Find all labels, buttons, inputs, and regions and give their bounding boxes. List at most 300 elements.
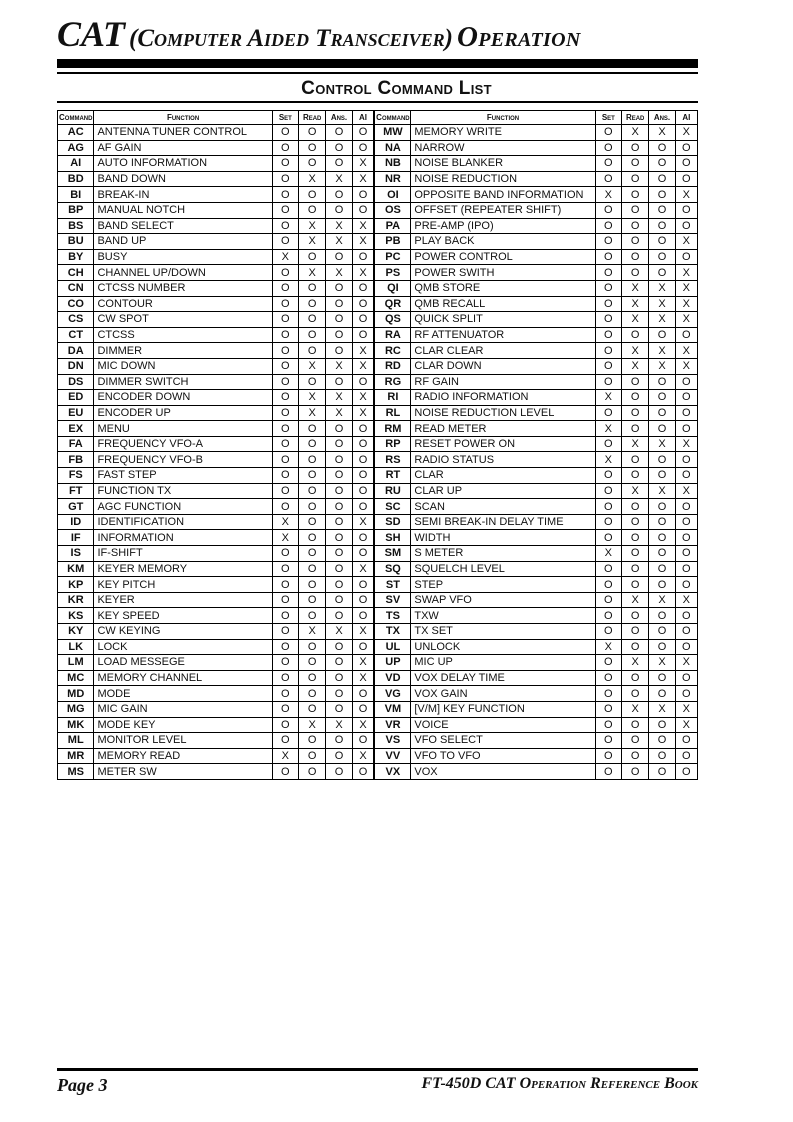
set-flag: O [595,530,621,546]
set-flag: O [272,592,298,608]
table-row [58,296,698,312]
read-flag: O [299,546,326,562]
read-flag: O [622,374,649,390]
command-code: VM [374,701,410,717]
set-flag: O [272,421,298,437]
read-flag: X [299,717,326,733]
table-row [58,530,698,546]
answer-flag: O [649,577,675,593]
table-row [58,701,698,717]
answer-flag: X [326,358,352,374]
ai-flag: X [675,280,697,296]
set-flag: O [272,358,298,374]
answer-flag: O [649,187,675,203]
set-flag: O [272,156,298,172]
table-row [58,436,698,452]
command-function: CW SPOT [94,312,272,328]
ai-flag: O [675,156,697,172]
set-flag: O [272,327,298,343]
command-code: BS [58,218,94,234]
table-row [58,234,698,250]
command-code: DA [58,343,94,359]
ai-flag: O [675,499,697,515]
read-flag: O [622,171,649,187]
command-code: DS [58,374,94,390]
command-code: MW [374,125,410,141]
command-function: RF GAIN [411,374,595,390]
set-flag: O [595,499,621,515]
ai-flag: X [675,187,697,203]
page-header [57,16,697,58]
command-function: MONITOR LEVEL [94,733,272,749]
answer-flag: O [326,156,352,172]
answer-flag: X [649,655,675,671]
read-flag: O [622,624,649,640]
ai-flag: O [675,327,697,343]
answer-flag: O [326,343,352,359]
command-function: POWER SWITH [411,265,595,281]
command-code: PC [374,249,410,265]
set-flag: O [272,546,298,562]
answer-flag: X [649,296,675,312]
set-flag: O [272,561,298,577]
command-function: KEYER MEMORY [94,561,272,577]
footer-rule [57,1068,698,1071]
read-flag: O [299,655,326,671]
read-flag: O [622,577,649,593]
set-flag: X [272,514,298,530]
table-row [58,343,698,359]
read-flag: X [299,358,326,374]
command-code: BP [58,202,94,218]
ai-flag: X [352,343,374,359]
set-flag: O [272,686,298,702]
set-flag: O [595,670,621,686]
command-function: ENCODER DOWN [94,390,272,406]
set-flag: O [595,561,621,577]
set-flag: O [272,577,298,593]
set-flag: O [595,483,621,499]
command-function: OPPOSITE BAND INFORMATION [411,187,595,203]
table-row [58,639,698,655]
read-flag: O [299,421,326,437]
set-flag: O [595,312,621,328]
ai-flag: X [352,390,374,406]
command-code: VS [374,733,410,749]
answer-flag: O [649,156,675,172]
set-flag: O [272,390,298,406]
read-flag: O [299,764,326,780]
command-function: LOCK [94,639,272,655]
command-function: AF GAIN [94,140,272,156]
answer-flag: O [649,171,675,187]
command-function: KEY PITCH [94,577,272,593]
set-flag: O [595,249,621,265]
set-flag: X [595,639,621,655]
command-code: EX [58,421,94,437]
read-flag: O [299,499,326,515]
answer-flag: X [649,280,675,296]
read-flag: O [622,499,649,515]
read-flag: O [622,265,649,281]
command-code: KM [58,561,94,577]
ai-flag: X [352,717,374,733]
command-function: VOICE [411,717,595,733]
command-code: OS [374,202,410,218]
answer-flag: O [326,655,352,671]
command-function: MEMORY WRITE [411,125,595,141]
read-flag: X [299,171,326,187]
header-title [57,16,697,52]
answer-flag: O [326,421,352,437]
ai-flag: X [675,358,697,374]
command-function: KEYER [94,592,272,608]
set-flag: O [272,343,298,359]
command-code: BY [58,249,94,265]
read-flag: O [299,748,326,764]
answer-flag: O [326,249,352,265]
command-code: QI [374,280,410,296]
table-row [58,608,698,624]
command-function: MEMORY READ [94,748,272,764]
table-row [58,655,698,671]
answer-flag: O [649,499,675,515]
set-flag: O [595,140,621,156]
set-flag: X [595,452,621,468]
header-cat: CAT [57,14,126,54]
answer-flag: O [649,530,675,546]
answer-flag: O [649,265,675,281]
read-flag: X [299,218,326,234]
answer-flag: O [326,577,352,593]
answer-flag: O [649,764,675,780]
answer-flag: X [326,717,352,733]
ai-flag: O [675,421,697,437]
read-flag: O [299,452,326,468]
command-code: IS [58,546,94,562]
set-flag: X [272,748,298,764]
table-row [58,546,698,562]
set-flag: O [272,374,298,390]
table-row [58,514,698,530]
command-code: AG [58,140,94,156]
command-function: BAND DOWN [94,171,272,187]
ai-flag: X [352,358,374,374]
command-code: PS [374,265,410,281]
ai-flag: O [675,452,697,468]
answer-flag: X [649,701,675,717]
command-code: PA [374,218,410,234]
set-flag: O [595,296,621,312]
ai-flag: X [352,670,374,686]
ai-flag: O [675,546,697,562]
command-code: MK [58,717,94,733]
answer-flag: O [649,218,675,234]
book-title: FT-450D CAT Operation Reference Book [421,1075,698,1092]
set-flag: O [595,655,621,671]
command-function: [V/M] KEY FUNCTION [411,701,595,717]
ai-flag: X [352,655,374,671]
command-code: ED [58,390,94,406]
set-flag: O [272,234,298,250]
table-row [58,327,698,343]
read-flag: O [299,577,326,593]
ai-flag: O [675,202,697,218]
command-function: VOX GAIN [411,686,595,702]
command-function: MIC GAIN [94,701,272,717]
answer-flag: O [649,546,675,562]
ai-flag: X [675,483,697,499]
ai-flag: O [352,187,374,203]
read-flag: O [622,140,649,156]
ai-flag: O [352,249,374,265]
command-function: UNLOCK [411,639,595,655]
table-row [58,405,698,421]
command-function: BREAK-IN [94,187,272,203]
read-flag: X [299,390,326,406]
answer-flag: X [326,405,352,421]
header-command: Command [58,111,94,125]
read-flag: O [622,249,649,265]
set-flag: O [595,171,621,187]
read-flag: O [299,187,326,203]
ai-flag: O [352,140,374,156]
command-code: SV [374,592,410,608]
ai-flag: O [675,530,697,546]
set-flag: O [595,717,621,733]
table-row [58,577,698,593]
set-flag: O [595,748,621,764]
command-function: MANUAL NOTCH [94,202,272,218]
ai-flag: O [352,530,374,546]
command-function: RF ATTENUATOR [411,327,595,343]
ai-flag: X [352,748,374,764]
answer-flag: O [326,187,352,203]
header-command: Command [374,111,410,125]
set-flag: X [272,249,298,265]
command-code: MC [58,670,94,686]
set-flag: O [595,405,621,421]
command-function: CTCSS NUMBER [94,280,272,296]
command-function: QMB STORE [411,280,595,296]
command-function: MODE KEY [94,717,272,733]
ai-flag: O [352,733,374,749]
answer-flag: X [326,265,352,281]
ai-flag: O [675,670,697,686]
command-function: KEY SPEED [94,608,272,624]
command-function: VFO SELECT [411,733,595,749]
answer-flag: X [649,592,675,608]
read-flag: X [622,436,649,452]
answer-flag: O [326,639,352,655]
set-flag: O [272,624,298,640]
command-function: NOISE REDUCTION LEVEL [411,405,595,421]
read-flag: O [299,639,326,655]
command-function: CLAR UP [411,483,595,499]
answer-flag: O [326,764,352,780]
set-flag: O [595,234,621,250]
command-function: PRE-AMP (IPO) [411,218,595,234]
set-flag: X [595,546,621,562]
ai-flag: X [352,624,374,640]
command-code: ST [374,577,410,593]
answer-flag: O [326,686,352,702]
ai-flag: O [352,764,374,780]
set-flag: O [595,280,621,296]
set-flag: O [595,374,621,390]
command-code: RA [374,327,410,343]
answer-flag: O [649,421,675,437]
command-function: PLAY BACK [411,234,595,250]
set-flag: X [595,390,621,406]
read-flag: O [622,187,649,203]
ai-flag: O [675,639,697,655]
read-flag: X [622,701,649,717]
ai-flag: X [675,265,697,281]
ai-flag: X [675,717,697,733]
read-flag: O [299,686,326,702]
answer-flag: X [326,218,352,234]
answer-flag: X [326,171,352,187]
answer-flag: O [649,390,675,406]
read-flag: O [299,436,326,452]
read-flag: O [622,561,649,577]
command-function: NOISE REDUCTION [411,171,595,187]
table-row [58,187,698,203]
set-flag: O [272,171,298,187]
read-flag: O [299,514,326,530]
command-code: CS [58,312,94,328]
answer-flag: O [326,202,352,218]
read-flag: O [299,140,326,156]
command-function: MIC DOWN [94,358,272,374]
answer-flag: X [649,358,675,374]
command-function: AGC FUNCTION [94,499,272,515]
answer-flag: O [649,670,675,686]
read-flag: X [622,343,649,359]
answer-flag: O [326,701,352,717]
answer-flag: X [326,390,352,406]
answer-flag: X [649,343,675,359]
ai-flag: O [352,296,374,312]
page-number: Page 3 [57,1075,108,1095]
command-function: INFORMATION [94,530,272,546]
read-flag: O [299,608,326,624]
command-code: PB [374,234,410,250]
ai-flag: X [675,343,697,359]
ai-flag: O [675,608,697,624]
set-flag: O [595,436,621,452]
set-flag: O [595,577,621,593]
set-flag: O [595,343,621,359]
section-title: Control Command List [301,78,492,99]
ai-flag: X [352,405,374,421]
set-flag: O [272,655,298,671]
command-function: CLAR CLEAR [411,343,595,359]
read-flag: O [622,218,649,234]
read-flag: O [622,156,649,172]
command-function: RADIO STATUS [411,452,595,468]
set-flag: O [272,701,298,717]
read-flag: O [299,343,326,359]
answer-flag: O [326,468,352,484]
read-flag: X [622,655,649,671]
read-flag: O [622,686,649,702]
read-flag: O [299,701,326,717]
set-flag: X [595,421,621,437]
command-code: UP [374,655,410,671]
ai-flag: O [675,748,697,764]
set-flag: O [595,468,621,484]
command-function: FREQUENCY VFO-B [94,452,272,468]
answer-flag: O [649,561,675,577]
ai-flag: X [675,125,697,141]
set-flag: O [595,592,621,608]
read-flag: O [299,280,326,296]
set-flag: O [272,187,298,203]
command-function: STEP [411,577,595,593]
answer-flag: O [649,514,675,530]
answer-flag: O [326,561,352,577]
ai-flag: O [352,202,374,218]
answer-flag: O [326,546,352,562]
answer-flag: O [649,140,675,156]
table-row [58,390,698,406]
command-code: CH [58,265,94,281]
read-flag: O [622,327,649,343]
set-flag: O [272,296,298,312]
set-flag: O [272,140,298,156]
set-flag: O [272,202,298,218]
answer-flag: O [649,748,675,764]
table-row [58,624,698,640]
command-function: NOISE BLANKER [411,156,595,172]
ai-flag: O [675,218,697,234]
command-code: NR [374,171,410,187]
table-row [58,717,698,733]
table-header-row [58,111,698,125]
set-flag: O [595,514,621,530]
answer-flag: O [326,436,352,452]
set-flag: O [595,218,621,234]
ai-flag: O [352,577,374,593]
command-function: VOX [411,764,595,780]
command-code: AC [58,125,94,141]
command-code: QR [374,296,410,312]
set-flag: O [595,686,621,702]
answer-flag: O [326,452,352,468]
read-flag: X [622,483,649,499]
answer-flag: O [649,327,675,343]
answer-flag: O [326,733,352,749]
answer-flag: O [326,748,352,764]
command-code: FA [58,436,94,452]
read-flag: O [299,530,326,546]
command-code: DN [58,358,94,374]
read-flag: X [299,405,326,421]
command-function: IDENTIFICATION [94,514,272,530]
command-function: BUSY [94,249,272,265]
answer-flag: O [326,140,352,156]
answer-flag: O [649,405,675,421]
set-flag: O [272,639,298,655]
ai-flag: O [675,171,697,187]
set-flag: O [272,452,298,468]
set-flag: O [595,733,621,749]
command-function: QMB RECALL [411,296,595,312]
command-code: RD [374,358,410,374]
set-flag: O [595,202,621,218]
